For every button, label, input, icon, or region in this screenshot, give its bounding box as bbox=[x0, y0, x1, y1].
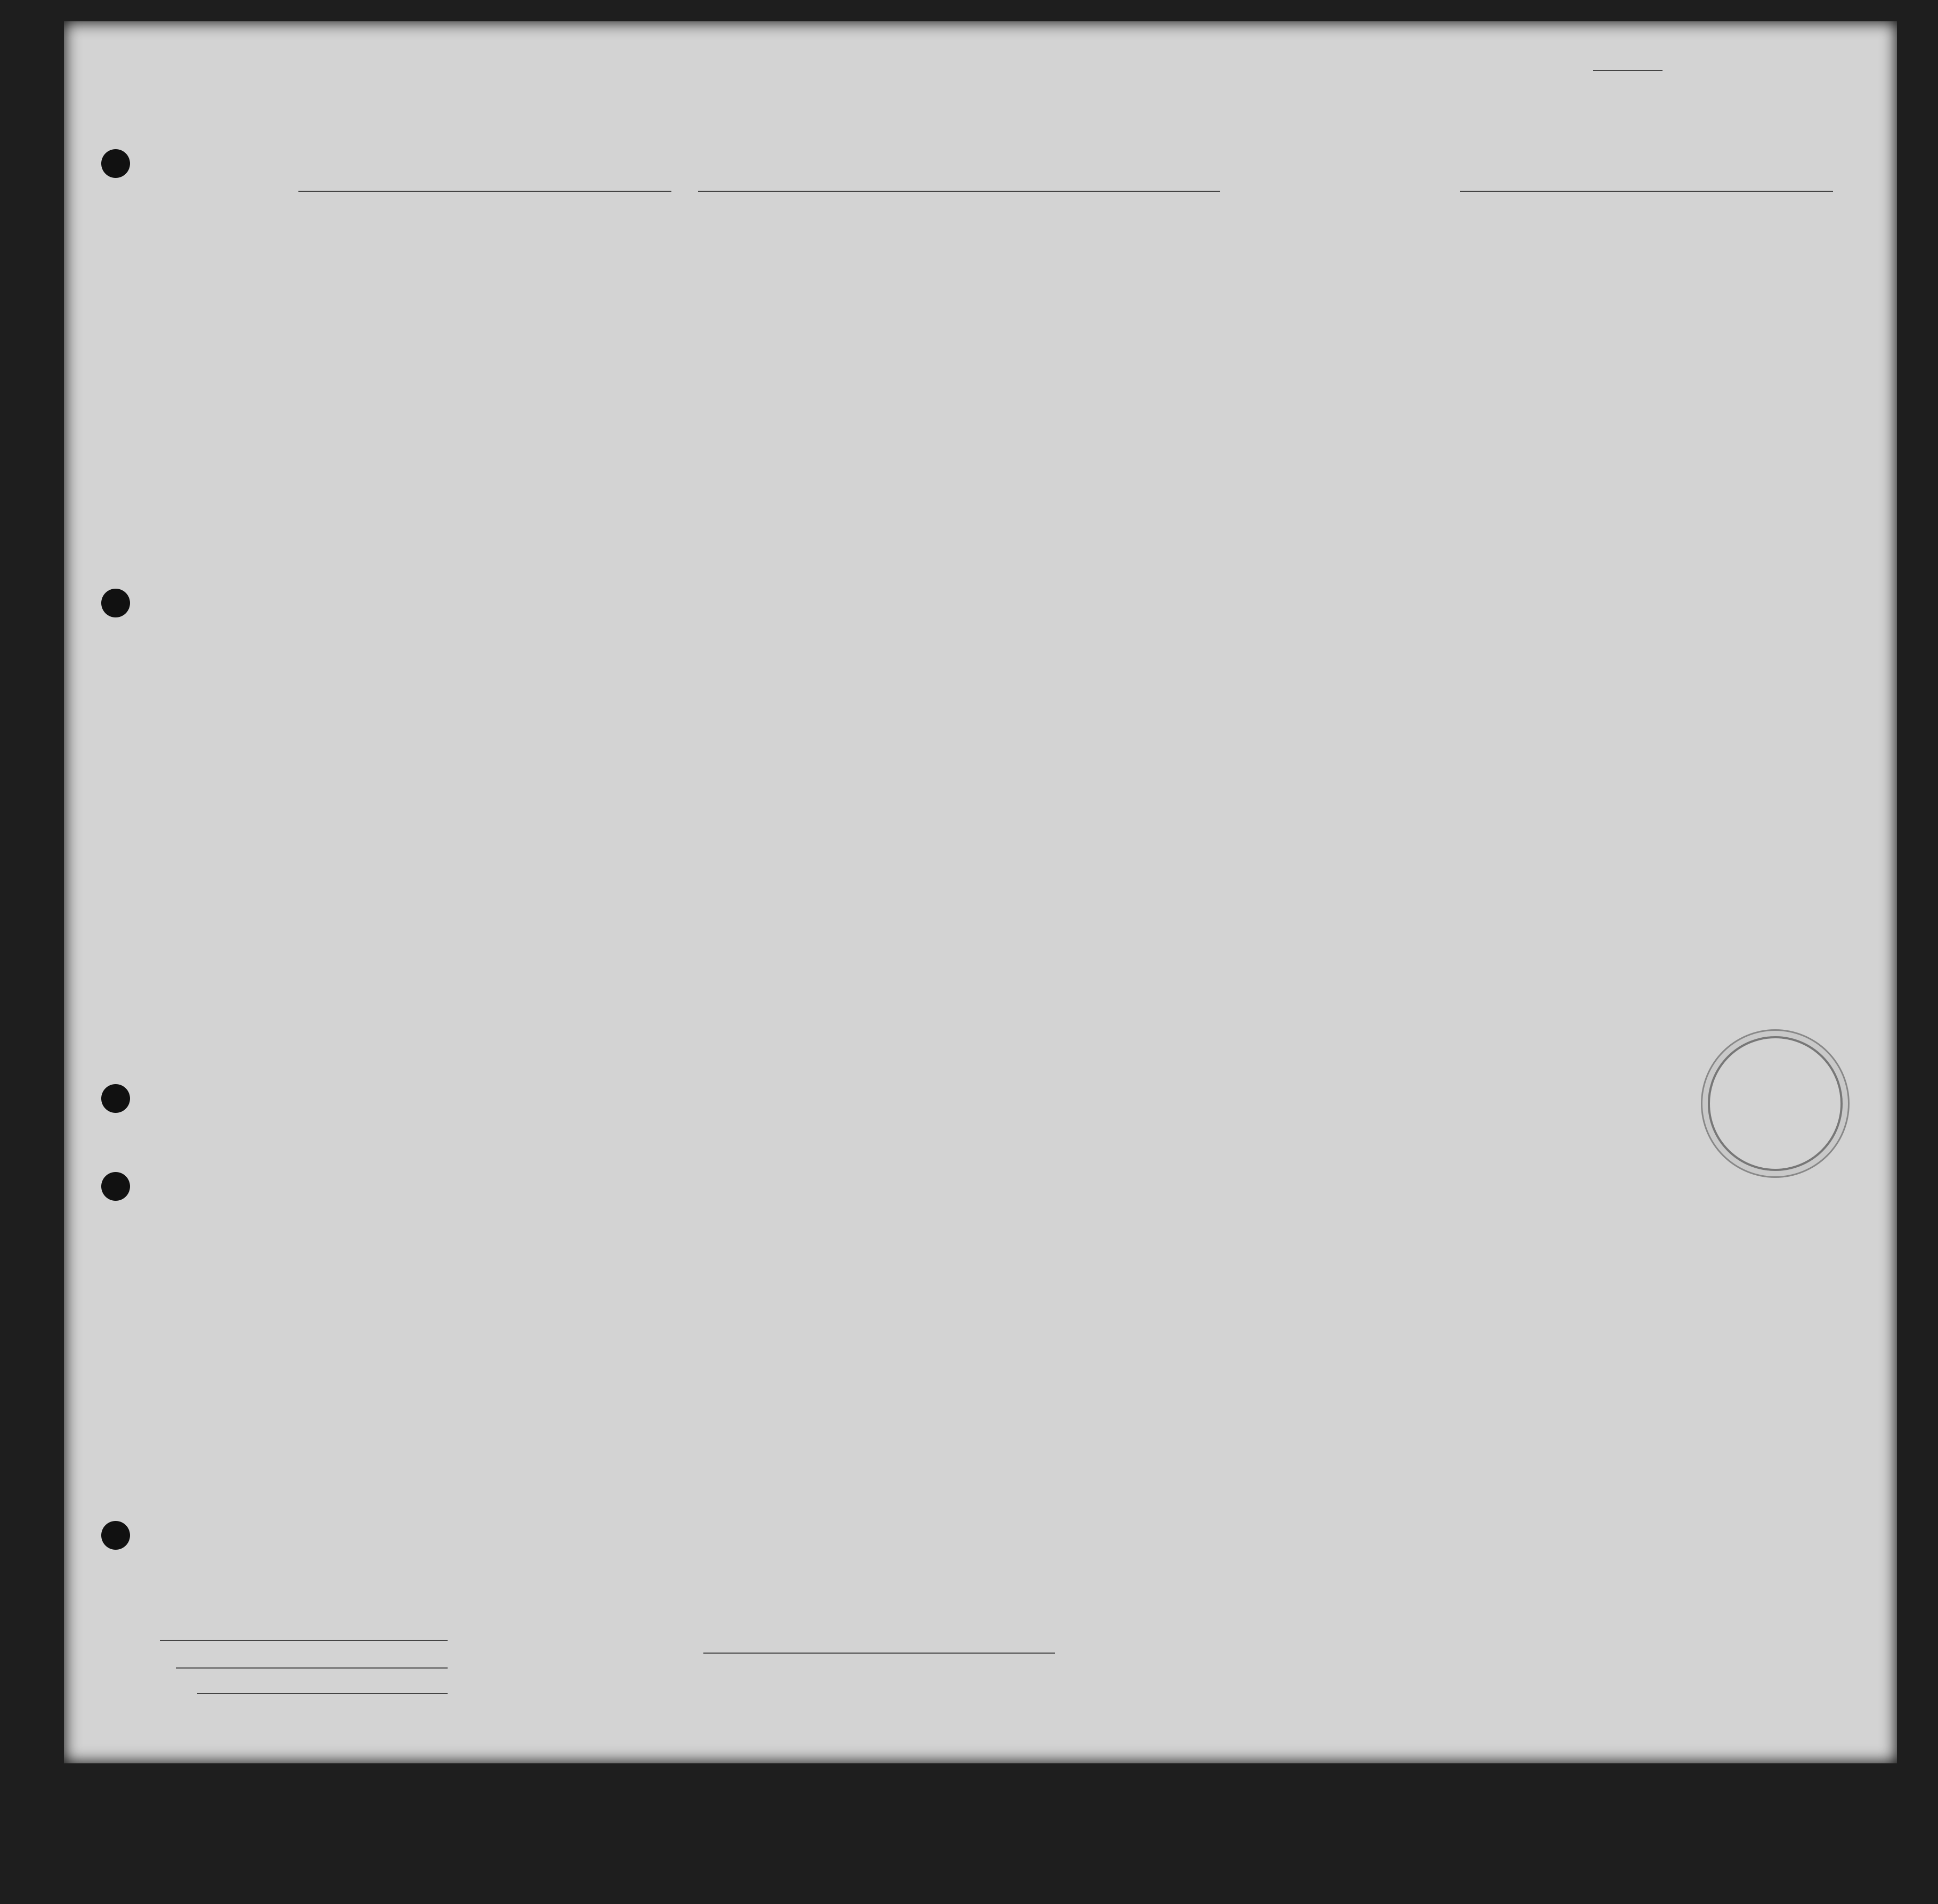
header-col-10 bbox=[1074, 226, 1116, 238]
header-col-13 bbox=[1308, 226, 1359, 238]
punch-hole bbox=[101, 149, 130, 178]
header-col-9 bbox=[1042, 226, 1074, 238]
header-col-11 bbox=[1116, 226, 1212, 238]
header-col-16 bbox=[1527, 226, 1710, 238]
consulate-stamp bbox=[1708, 1036, 1843, 1171]
punch-hole bbox=[101, 1084, 130, 1113]
punch-hole bbox=[101, 589, 130, 617]
header-col-17 bbox=[1713, 226, 1846, 238]
header-col-14 bbox=[1361, 226, 1415, 238]
punch-hole bbox=[101, 1172, 130, 1201]
punch-hole bbox=[101, 1521, 130, 1550]
header-col-12 bbox=[1212, 226, 1305, 238]
